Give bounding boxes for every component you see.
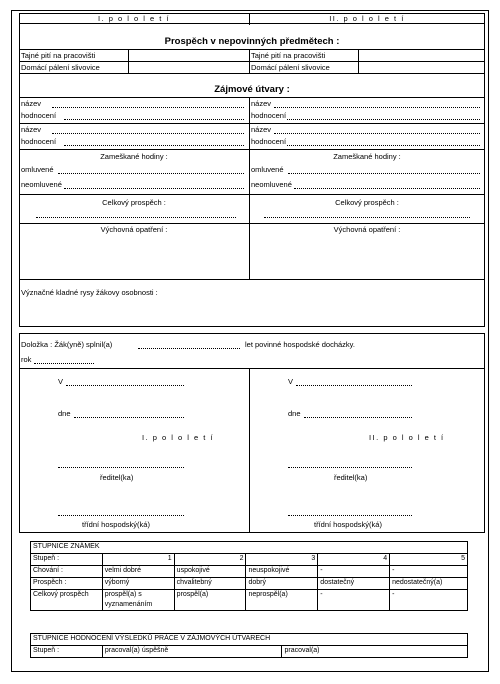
table-row — [31, 554, 468, 566]
grade-header-2: 2 — [174, 554, 246, 566]
table-cell: - — [318, 566, 390, 578]
table-cell: chvalitebný — [174, 578, 246, 590]
optional-subject-2-sem2: Domácí pálení slivovice — [251, 63, 330, 72]
hodnoceni-label-s2: hodnocení — [251, 111, 287, 120]
director-label-sem1: ředitel(ka) — [100, 473, 134, 482]
teacher-label-sem2: třídní hospodský(ká) — [314, 520, 382, 529]
place-label-sem2: V — [288, 377, 294, 386]
grade-header-3: 3 — [246, 554, 318, 566]
table-cell: pracoval(a) — [282, 646, 468, 658]
nazev-label-s2: název — [251, 99, 272, 108]
table-cell: Stupeň : — [31, 646, 103, 658]
table-cell: Prospěch : — [31, 578, 103, 590]
table-cell: - — [390, 590, 468, 611]
place-label-sem1: V — [58, 377, 64, 386]
table-row — [31, 566, 468, 578]
hodnoceni-label-s2-2: hodnocení — [251, 137, 287, 146]
table-cell: velmi dobré — [102, 566, 174, 578]
optional-subject-1-sem2: Tajné pití na pracovišti — [251, 51, 326, 60]
table-row — [31, 578, 468, 590]
clause-middle-text: let povinné hospodské docházky. — [245, 340, 355, 349]
table-cell: výborný — [102, 578, 174, 590]
table-cell: dostatečný — [318, 578, 390, 590]
table-cell: uspokojivé — [174, 566, 246, 578]
table-row — [31, 646, 468, 658]
date-label-sem2: dne — [288, 409, 301, 418]
date-label-sem1: dne — [58, 409, 71, 418]
semester-1-header: I. p o l o l e t í — [97, 14, 171, 23]
nazev-label: název — [21, 99, 42, 108]
hodnoceni-label: hodnocení — [21, 111, 57, 120]
interest-groups-title: Zájmové útvary : — [214, 84, 290, 95]
report-card-page — [11, 10, 489, 672]
grade-header-1: 1 — [102, 554, 174, 566]
table-cell: prospěl(a) s vyznamenáním — [102, 590, 174, 611]
excused-label: omluvené — [21, 165, 54, 174]
measures-label-sem1: Výchovná opatření : — [100, 225, 168, 234]
table-cell: nedostatečný(a) — [390, 578, 468, 590]
table-cell: pracoval(a) úspěšně — [102, 646, 282, 658]
table-cell: - — [390, 566, 468, 578]
table-cell: prospěl(a) — [174, 590, 246, 611]
table-cell: neprospěl(a) — [246, 590, 318, 611]
clause-label: Doložka : Žák(yně) splnil(a) — [21, 340, 113, 349]
optional-subject-2-sem1: Domácí pálení slivovice — [21, 63, 100, 72]
excused-label-s2: omluvené — [251, 165, 284, 174]
grade-header-5: 5 — [390, 554, 468, 566]
overall-result-label-sem1: Celkový prospěch : — [102, 198, 166, 207]
table-row — [31, 590, 468, 611]
table-cell: dobrý — [246, 578, 318, 590]
table-cell: Chování : — [31, 566, 103, 578]
optional-subjects-title: Prospěch v nepovinných předmětech : — [164, 36, 340, 47]
table-cell: Celkový prospěch — [31, 590, 103, 611]
grade-header-label: Stupeň : — [31, 554, 103, 566]
nazev-label-2: název — [21, 125, 42, 134]
work-scale-table — [30, 633, 468, 658]
missed-hours-title-sem2: Zameškané hodiny : — [333, 152, 401, 161]
director-label-sem2: ředitel(ka) — [334, 473, 368, 482]
table-cell: neuspokojivé — [246, 566, 318, 578]
overall-result-label-sem2: Celkový prospěch : — [335, 198, 399, 207]
unexcused-label: neomluvené — [21, 180, 62, 189]
teacher-label-sem1: třídní hospodský(ká) — [82, 520, 150, 529]
grade-scale-table — [30, 541, 468, 611]
grade-header-4: 4 — [318, 554, 390, 566]
table-cell: - — [318, 590, 390, 611]
grade-scale-title: STUPNICE ZNÁMEK — [31, 542, 468, 554]
personality-traits-label: Význačné kladné rysy žákovy osobnosti : — [21, 288, 158, 297]
clause-year-label: rok — [21, 355, 32, 364]
nazev-label-s2-2: název — [251, 125, 272, 134]
work-scale-title: STUPNICE HODNOCENÍ VÝSLEDKŮ PRÁCE V ZÁJMOVÝCH ÚTVARECH — [31, 634, 468, 646]
missed-hours-title-sem1: Zameškané hodiny : — [100, 152, 168, 161]
signature-semester-2: II. p o l o l e t í — [369, 433, 445, 442]
hodnoceni-label-2: hodnocení — [21, 137, 57, 146]
measures-label-sem2: Výchovná opatření : — [333, 225, 401, 234]
signature-semester-1: I. p o l o l e t í — [142, 433, 215, 442]
optional-subject-1-sem1: Tajné pití na pracovišti — [21, 51, 96, 60]
semester-2-header: II. p o l o l e t í — [329, 14, 405, 23]
unexcused-label-s2: neomluvené — [251, 180, 292, 189]
